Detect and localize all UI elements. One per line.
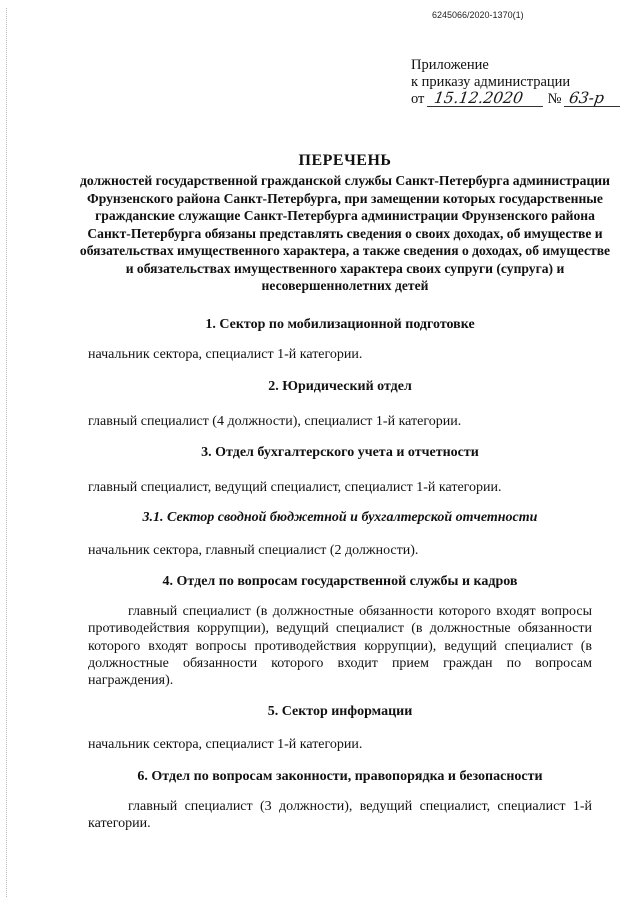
- section-text-3-1: начальник сектора, главный специалист (2 должности).: [88, 543, 419, 558]
- section-text-3: главный специалист, ведущий специалист, специалист 1-й категории.: [88, 480, 502, 495]
- section-text-4: главный специалист (в должностные обязанности которого входят вопросы противодействия коррупции), ведущий специалист (в должностные обязанности которого входят вопросы противодействия коррупции), ведущий специалист (в должностные обязанности которого входит прием граждан по вопросам награждения).: [88, 604, 592, 689]
- annex-number-sign: №: [547, 90, 562, 107]
- section-text-5: начальник сектора, специалист 1-й категории.: [88, 737, 363, 752]
- section-heading-6: 6. Отдел по вопросам законности, правопорядка и безопасности: [137, 769, 543, 784]
- section-heading-2: 2. Юридический отдел: [268, 379, 412, 394]
- annex-header: [411, 57, 621, 107]
- section-text-6: главный специалист (3 должности), ведущий специалист, специалист 1-й категории.: [88, 799, 592, 832]
- annex-date-line: [411, 88, 621, 108]
- section-heading-1: 1. Сектор по мобилизационной подготовке: [205, 317, 475, 332]
- section-text-1: начальник сектора, специалист 1-й категории.: [88, 347, 363, 362]
- annex-line-1: Приложение: [411, 57, 489, 73]
- document-registration-number: 6245066/2020-1370(1): [432, 10, 524, 20]
- annex-number-handwritten: 63-р: [564, 91, 622, 107]
- section-heading-4: 4. Отдел по вопросам государственной службы и кадров: [162, 574, 518, 589]
- section-text-2: главный специалист (4 должности), специалист 1-й категории.: [88, 414, 462, 429]
- annex-line-2: к приказу администрации: [411, 73, 571, 90]
- document-title: ПЕРЕЧЕНЬ: [298, 152, 392, 169]
- section-heading-5: 5. Сектор информации: [267, 704, 413, 719]
- document-subtitle: должностей государственной гражданской службы Санкт-Петербурга администрации Фрунзенского района Санкт-Петербурга, при замещении которых государственные гражданские служащие Санкт-Петербурга администрации Фрунзенского района Санкт-Петербурга обязаны представлять сведения о своих доходах, об имуществе и обязательствах имущественного характера, а также сведения о доходах, об имуществе и обязательствах имущественного характера своих супруги (супруга) и несовершеннолетних детей: [79, 173, 611, 293]
- annex-date-prefix: от: [411, 90, 425, 107]
- section-heading-3-1: 3.1. Сектор сводной бюджетной и бухгалтерской отчетности: [142, 510, 538, 525]
- annex-date-handwritten: 15.12.2020: [427, 91, 545, 107]
- margin-dotted-line: [6, 8, 7, 897]
- section-heading-3: 3. Отдел бухгалтерского учета и отчетности: [201, 445, 479, 460]
